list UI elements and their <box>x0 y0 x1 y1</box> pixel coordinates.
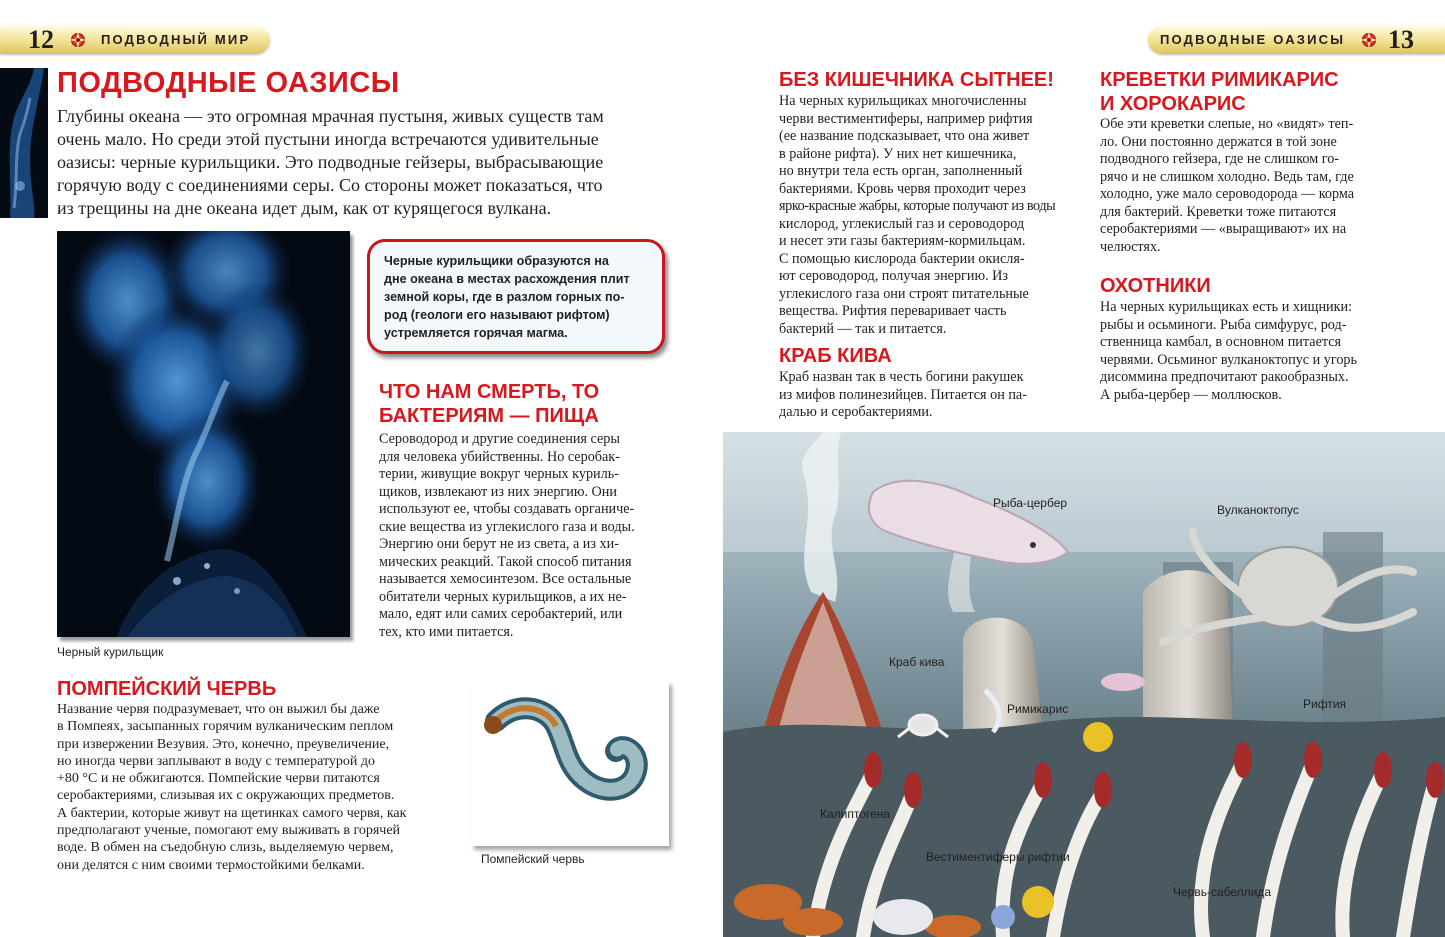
text-line: ственница камбал, в основном питается <box>1100 334 1342 350</box>
text-line: С помощью кислорода бактерии окисля- <box>779 250 1025 267</box>
black-smoker-photo <box>57 231 350 637</box>
bacteria-heading-line: ЧТО НАМ СМЕРТЬ, ТО <box>379 381 600 403</box>
pompeii-worm-image <box>471 681 669 846</box>
text-line: бактерий — так и питается. <box>779 320 947 337</box>
text-line: они делятся с ним своими термостойкими белками. <box>57 857 365 873</box>
bacteria-heading <box>379 380 599 428</box>
text-line: холодно, уже мало сероводорода — корма <box>1100 186 1355 202</box>
text-line: рячо и не слишком холодно. Ведь там, где <box>1100 168 1354 185</box>
riftia-text <box>779 93 1068 338</box>
compass-rose-icon <box>1360 31 1378 49</box>
text-line: челюстях. <box>1100 238 1161 255</box>
label-octopus: Вулканоктопус <box>1217 503 1299 517</box>
text-line: А рыба-цербер — моллюсков. <box>1100 386 1282 403</box>
pompeii-caption: Помпейский червь <box>481 852 585 866</box>
page-number-left: 12 <box>28 25 54 54</box>
text-line: На черных курильщиках многочисленны <box>779 93 1027 109</box>
text-line: серобактериями, слизывая их с окружающих предметов. <box>57 788 395 804</box>
intro-paragraph <box>57 105 657 220</box>
intro-line: горячую воду с соединениями серы. Со стороны может показаться, что <box>57 175 603 195</box>
text-line: червями. Осьминог вулканоктопус и угорь <box>1100 351 1357 368</box>
text-line: в Помпеях, засыпанных горячим вулканическим пеплом <box>57 719 394 735</box>
page-number-right: 13 <box>1388 25 1414 54</box>
text-line: ют сероводород, получая энергию. Из <box>779 268 1009 284</box>
compass-rose-icon <box>69 31 87 49</box>
text-line: +80 °С и не обжигаются. Помпейские черви питаются <box>57 771 380 787</box>
text-line: На черных курильщиках есть и хищники: <box>1100 299 1353 315</box>
text-line: ские вещества из углекислого газа и воды. <box>379 518 635 535</box>
section-name-right: ПОДВОДНЫЕ ОАЗИСЫ <box>1160 32 1346 47</box>
text-line: но иногда черви заплывают в воду с температурой до <box>57 753 376 769</box>
text-line: из мифов полинезийцев. Питается он па- <box>779 386 1027 403</box>
text-line: щиков, извлекают из них энергию. Они <box>379 483 617 500</box>
callout-box <box>367 239 665 354</box>
text-line: в районе рифта). У них нет кишечника, <box>779 145 1017 162</box>
text-line: далью и серобактериями. <box>779 404 933 420</box>
label-cerberus: Рыба-цербер <box>993 496 1068 510</box>
label-calyptogena: Калиптогена <box>820 807 890 821</box>
label-vestimentifera: Вестиментиферы рифтии <box>926 850 1070 864</box>
text-line: рыбы и осьминоги. Рыба симфурус, род- <box>1100 316 1347 333</box>
text-line: предполагают ученые, помогают ему выживать в горячей <box>57 823 401 839</box>
callout-line: дне океана в местах расхождения плит <box>384 272 630 286</box>
intro-line: Глубины океана — это огромная мрачная пустыня, живых существ там <box>57 106 604 126</box>
text-line: Обе эти креветки слепые, но «видят» теп- <box>1100 116 1354 132</box>
text-line: Название червя подразумевает, что он выжил бы даже <box>57 702 380 717</box>
text-line: Энергию они берут не из света, а из хи- <box>379 536 619 552</box>
text-line: кислород, углекислый газ и сероводород <box>779 215 1025 232</box>
shrimp-heading-line: КРЕВЕТКИ РИМИКАРИС <box>1100 69 1339 91</box>
callout-text <box>370 242 662 342</box>
text-line: вещества. Рифтия переваривает часть <box>779 303 1007 319</box>
text-line: называется хемосинтезом. Все остальные <box>379 571 632 587</box>
text-line: для бактерий. Креветки тоже питаются <box>1100 203 1337 220</box>
shrimp-heading-line: И ХОРОКАРИС <box>1100 93 1246 115</box>
hunters-heading: ОХОТНИКИ <box>1100 275 1211 297</box>
text-line: бактериями. Кровь червя проходит через <box>779 180 1026 197</box>
text-line: Сероводород и другие соединения серы <box>379 431 620 447</box>
shrimp-heading <box>1100 68 1339 116</box>
header-right <box>1148 26 1445 54</box>
text-line: мало, едят или самих серобактерий, или <box>379 606 623 622</box>
text-line: и несет эти газы бактериям-кормильцам. <box>779 233 1026 249</box>
text-line: для человека убийственны. Но серобак- <box>379 448 620 465</box>
callout-line: земной коры, где в разлом горных по- <box>384 290 625 304</box>
text-line: Краб назван так в честь богини ракушек <box>779 369 1024 385</box>
kiwa-text <box>779 369 1068 422</box>
vent-ecosystem-illustration <box>723 432 1445 937</box>
text-line: при извержении Везувия. Это, конечно, преувеличение, <box>57 736 390 752</box>
black-smoker-caption: Черный курильщик <box>57 645 164 659</box>
text-line: тех, кто ими питается. <box>379 623 514 640</box>
text-line: мических реакций. Такой способ питания <box>379 553 632 570</box>
text-line: (ее название подсказывает, что она живет <box>779 128 1030 144</box>
riftia-heading: БЕЗ КИШЕЧНИКА СЫТНЕЕ! <box>779 69 1054 91</box>
text-line: обитатели черных курильщиков, а их не- <box>379 588 627 605</box>
text-line: но внутри тела есть орган, заполненный <box>779 163 1023 179</box>
text-line: воде. В обмен на съедобную слизь, выделяемую червем, <box>57 840 394 856</box>
text-line: дисоммина предпочитают ракообразных. <box>1100 369 1349 385</box>
label-rimicaris: Римикарис <box>1007 702 1069 716</box>
text-line: углекислого газа они строят питательные <box>779 285 1029 302</box>
intro-line: из трещины на дне океана идет дым, как от курящегося вулкана. <box>57 198 552 218</box>
bacteria-heading-line: БАКТЕРИЯМ — ПИЩА <box>379 405 599 427</box>
callout-line: род (геологи его называют рифтом) <box>384 308 610 322</box>
text-line: серобактериями — «выращивают» их на <box>1100 221 1347 237</box>
shrimp-text <box>1100 116 1390 256</box>
callout-line: Черные курильщики образуются на <box>384 254 609 268</box>
pompeii-heading: ПОМПЕЙСКИЙ ЧЕРВЬ <box>57 678 277 700</box>
vent-photo-thumbnail <box>0 68 48 218</box>
intro-line: оазисы: черные курильщики. Это подводные гейзеры, выбрасывающие <box>57 152 604 172</box>
text-line: подводного гейзера, где не слишком го- <box>1100 151 1340 167</box>
text-line: ярко-красные жабры, которые получают из воды <box>779 198 1056 214</box>
intro-line: очень мало. Но среди этой пустыни иногда встречаются удивительные <box>57 129 599 149</box>
hunters-text <box>1100 299 1390 404</box>
label-riftia: Рифтия <box>1303 697 1347 711</box>
pompeii-text <box>57 701 455 874</box>
section-name-left: ПОДВОДНЫЙ МИР <box>101 32 251 47</box>
text-line: используют ее, чтобы создавать органиче- <box>379 501 635 517</box>
text-line: терии, живущие вокруг черных куриль- <box>379 466 619 482</box>
label-kiwa: Краб кива <box>889 655 945 669</box>
text-line: А бактерии, которые живут на щетинках самого червя, как <box>57 805 407 821</box>
page-title: ПОДВОДНЫЕ ОАЗИСЫ <box>57 67 400 99</box>
bacteria-text <box>379 431 668 641</box>
text-line: черви вестиментиферы, например рифтия <box>779 110 1033 127</box>
text-line: ло. Они постоянно держатся в той зоне <box>1100 133 1337 150</box>
label-sabellid: Червь-сабеллида <box>1173 885 1272 899</box>
callout-line: устремляется горячая магма. <box>384 326 568 340</box>
kiwa-heading: КРАБ КИВА <box>779 345 892 367</box>
header-left <box>0 26 270 54</box>
